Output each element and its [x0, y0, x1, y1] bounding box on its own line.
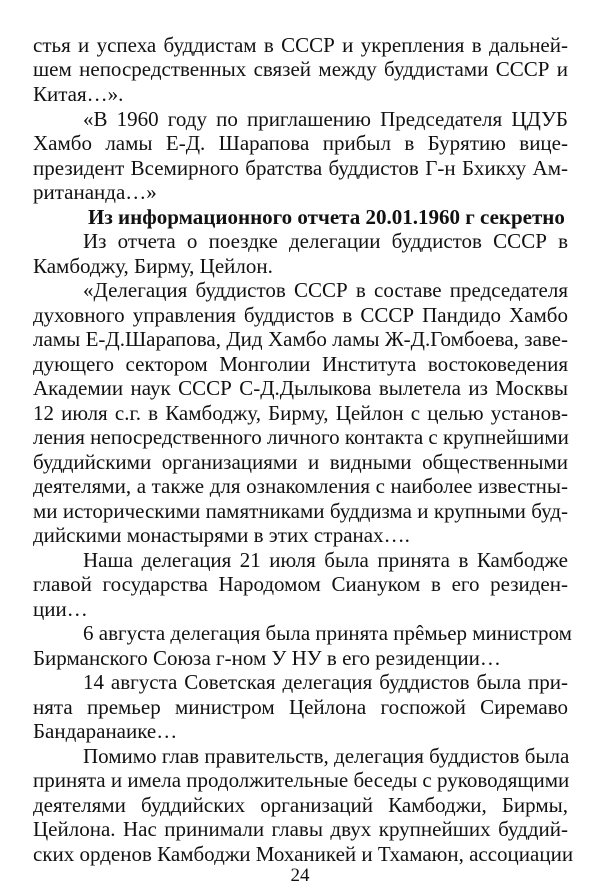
text-line: буддийскими организациями и видными общественными	[33, 450, 568, 474]
text-line: Бандаранаике…	[33, 719, 178, 743]
page-number: 24	[290, 865, 310, 886]
text-line: Китая…».	[33, 82, 124, 106]
text-line: нята премьер министром Цейлона госпожой Сиремаво	[33, 695, 568, 719]
text-line: Наша делегация 21 июля была принята в Камбодже	[83, 548, 568, 572]
text-line: деятелями, а также для ознакомления с наиболее известны-	[33, 474, 568, 498]
text-line: Хамбо ламы Е-Д. Шарапова прибыл в Бурятию вице-	[33, 131, 568, 155]
text-line: Академии наук СССР С-Д.Дылыкова вылетела из Москвы	[33, 376, 568, 400]
text-line: Цейлона. Нас принимали главы двух крупнейших буддий-	[33, 817, 568, 841]
text-line: ции…	[33, 597, 88, 621]
text-line: шем непосредственных связей между буддистами СССР и	[33, 57, 568, 81]
text-line: ламы Е-Д.Шарапова, Дид Хамбо ламы Ж-Д.Гомбоева, заве-	[33, 327, 568, 351]
text-line: Помимо глав правительств, делегация буддистов была	[83, 744, 570, 768]
text-line: ления непосредственного личного контакта с крупнейшими	[33, 425, 569, 449]
text-line: президент Всемирного братства буддистов Г-н Бхикху Ам-	[33, 156, 568, 180]
text-line: «В 1960 году по приглашению Председателя ЦДУБ	[83, 107, 568, 131]
text-line: ритананда…»	[33, 180, 157, 204]
text-line: дующего сектором Монголии Института востоковедения	[33, 352, 568, 376]
text-line: 6 августа делегация была принята прêмьер министром	[83, 621, 572, 645]
text-line: ских орденов Камбоджи Моханикей и Тхамаюн, ассоциации	[33, 842, 574, 866]
text-line: ми историческими памятниками буддизма и крупными буд-	[33, 499, 568, 523]
text-line: главой государства Народомом Сиануком в его резиден-	[33, 572, 568, 596]
text-line: дийскими монастырями в этих странах….	[33, 523, 410, 547]
text-line: «Делегация буддистов СССР в составе председателя	[83, 278, 568, 302]
text-line: Камбоджу, Бирму, Цейлон.	[33, 254, 273, 278]
text-line: Бирманского Союза г-ном У НУ в его резиденции…	[33, 646, 501, 670]
text-line: деятелями буддийских организаций Камбоджи, Бирмы,	[33, 793, 568, 817]
text-line: 12 июля с.г. в Камбоджу, Бирму, Цейлон с целью установ-	[33, 401, 568, 425]
text-line: Из отчета о поездке делегации буддистов СССР в	[83, 229, 568, 253]
text-line: духовного управления буддистов в СССР Пандидо Хамбо	[33, 303, 568, 327]
section-heading: Из информационного отчета 20.01.1960 г секретно	[88, 205, 565, 229]
text-line: принята и имела продолжительные беседы с руководящими	[33, 768, 570, 792]
text-line: стья и успеха буддистам в СССР и укрепления в дальней-	[33, 33, 568, 57]
text-line: 14 августа Советская делегация буддистов была при-	[83, 670, 568, 694]
